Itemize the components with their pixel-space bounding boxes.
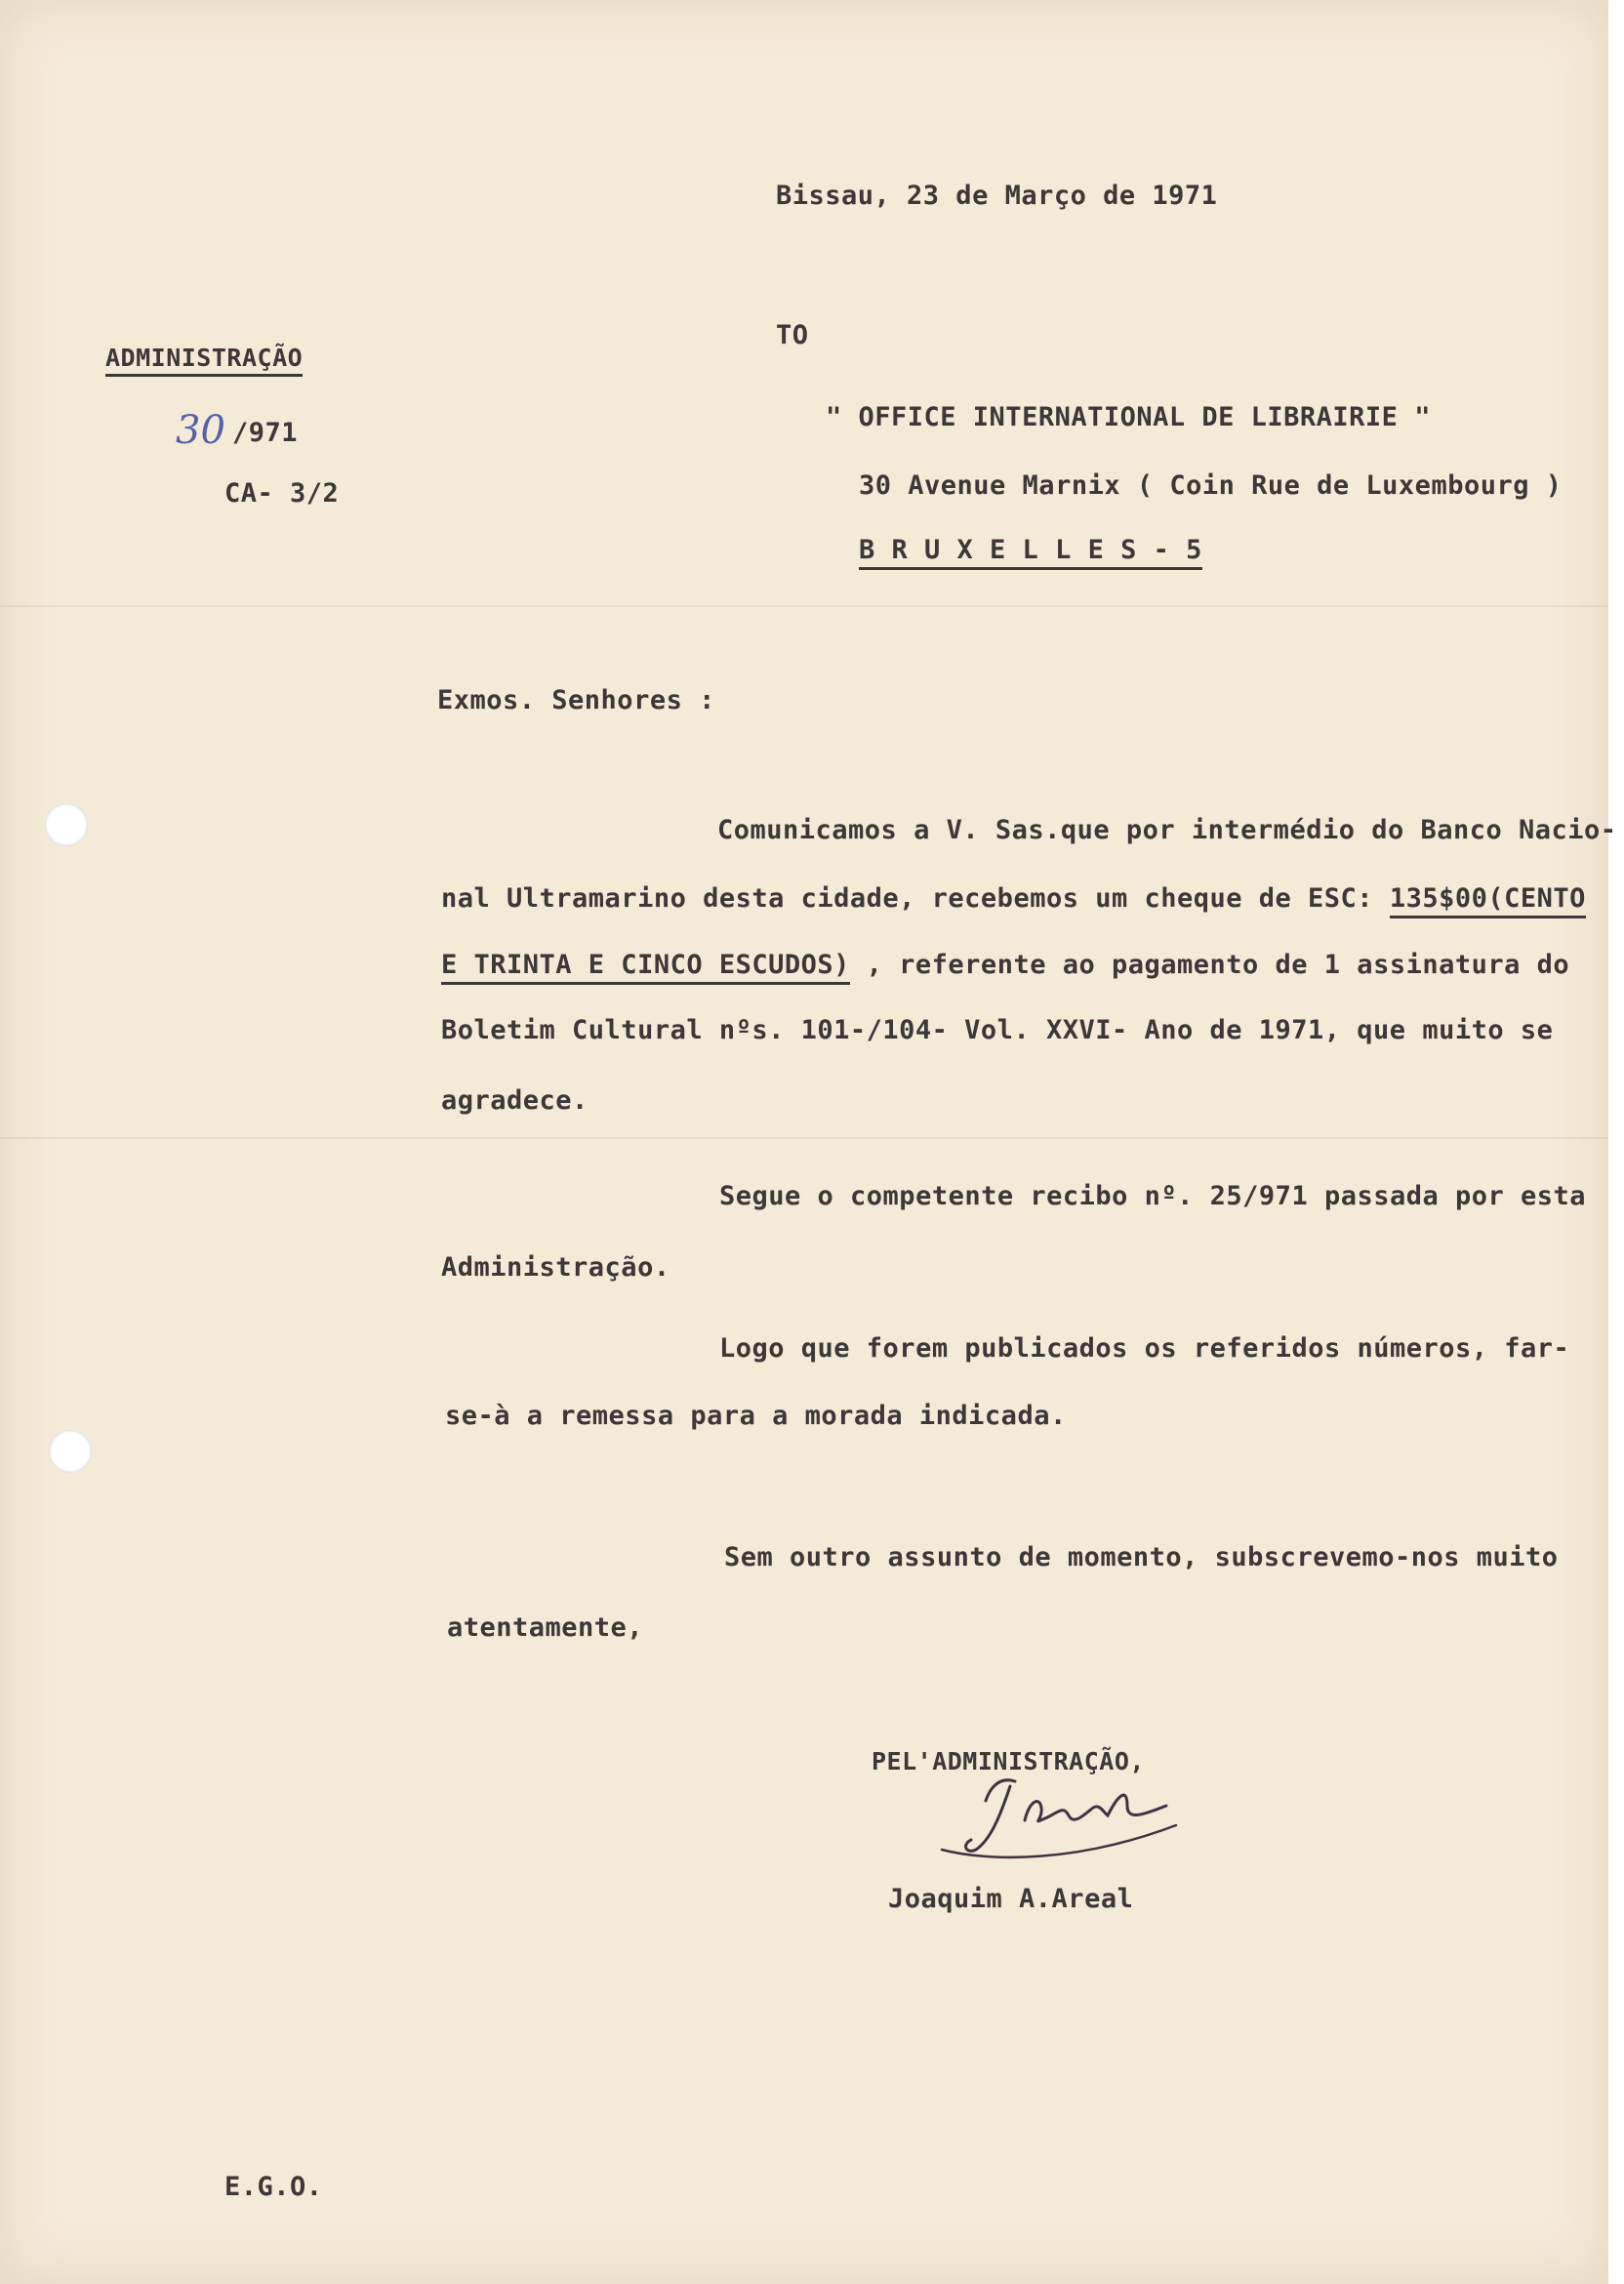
body-line: se-à a remessa para a morada indicada. bbox=[445, 1401, 1067, 1431]
footer-initials: E.G.O. bbox=[224, 2172, 323, 2202]
recipient-city: B R U X E L L E S - 5 bbox=[859, 535, 1202, 570]
body-line: Boletim Cultural nºs. 101-/104- Vol. XXVI- Ano de 1971, que muito se bbox=[441, 1015, 1554, 1045]
salutation: Exmos. Senhores : bbox=[437, 685, 715, 715]
reference-year: /971 bbox=[232, 418, 299, 448]
signature-icon bbox=[932, 1747, 1186, 1874]
reference-code: CA- 3/2 bbox=[224, 478, 340, 509]
body-line: Logo que forem publicados os referidos números, far- bbox=[719, 1333, 1570, 1364]
signer-name: Joaquim A.Areal bbox=[888, 1884, 1134, 1914]
body-line: Comunicamos a V. Sas.que por intermédio do Banco Nacio- bbox=[717, 815, 1617, 845]
dept-reference: ADMINISTRAÇÃO bbox=[105, 344, 303, 377]
recipient-name: " OFFICE INTERNATIONAL DE LIBRAIRIE " bbox=[826, 402, 1431, 432]
body-line: Sem outro assunto de momento, subscrevemo-nos muito bbox=[724, 1542, 1559, 1572]
body-text: nal Ultramarino desta cidade, recebemos um cheque de ESC: bbox=[441, 883, 1390, 914]
amount-underlined: 135$00(CENTO bbox=[1390, 883, 1586, 918]
body-line: agradece. bbox=[441, 1085, 589, 1116]
handwritten-number: 30 bbox=[176, 408, 225, 453]
date-line: Bissau, 23 de Março de 1971 bbox=[776, 181, 1218, 211]
body-line bbox=[441, 883, 1586, 914]
fold-line bbox=[0, 605, 1608, 607]
body-line: atentamente, bbox=[447, 1612, 644, 1643]
body-line: Administração. bbox=[441, 1252, 670, 1283]
punch-hole bbox=[49, 1430, 92, 1473]
to-label: TO bbox=[776, 320, 809, 350]
body-text: , referente ao pagamento de 1 assinatura do bbox=[849, 950, 1570, 980]
body-line bbox=[441, 950, 1569, 980]
closing-pel: PEL'ADMINISTRAÇÃO, bbox=[872, 1747, 1145, 1775]
amount-words-underlined: E TRINTA E CINCO ESCUDOS) bbox=[441, 950, 850, 985]
body-line: Segue o competente recibo nº. 25/971 passada por esta bbox=[719, 1181, 1587, 1211]
punch-hole bbox=[45, 803, 88, 846]
recipient-address: 30 Avenue Marnix ( Coin Rue de Luxembourg ) bbox=[859, 470, 1563, 501]
fold-line bbox=[0, 1137, 1608, 1139]
